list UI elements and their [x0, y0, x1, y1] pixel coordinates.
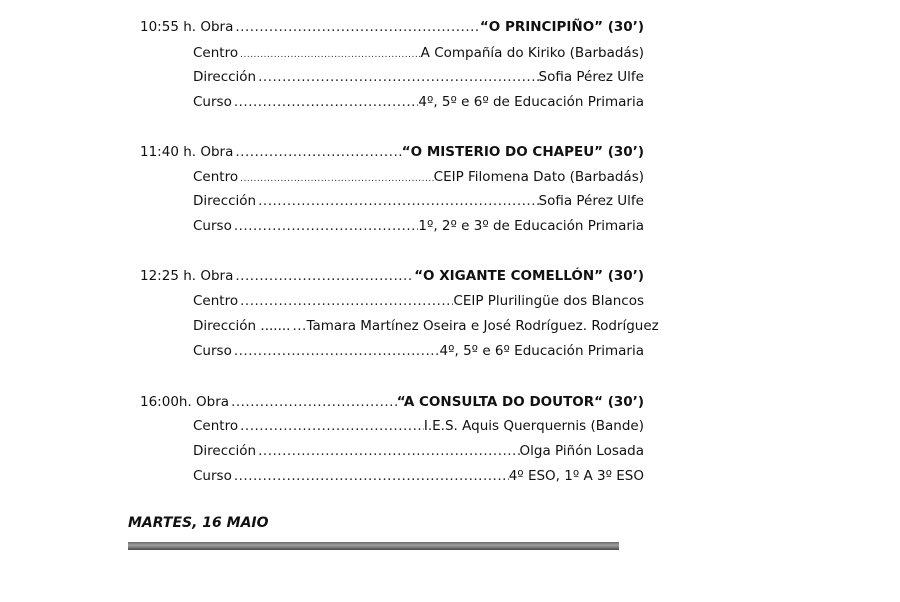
leader-dots: [238, 291, 453, 311]
centro-row: [193, 43, 644, 63]
direccion-value: Olga Piñón Losada: [519, 443, 644, 459]
direccion-value: Sofia Pérez Ulfe: [538, 193, 644, 209]
section-divider-bar: [128, 542, 619, 550]
direccion-row: [193, 316, 659, 336]
obra-row: [140, 392, 644, 412]
centro-value: I.E.S. Aquis Querquernis (Bande): [423, 418, 644, 434]
leader-dots: [233, 142, 401, 162]
centro-row: [193, 416, 644, 436]
direccion-row: [193, 441, 644, 461]
leader-spacer: [290, 316, 306, 336]
obra-title: “O XIGANTE COMELLÓN” (30’): [414, 268, 644, 284]
centro-value: A Compañía do Kiriko (Barbadás): [420, 45, 644, 61]
time-obra-label: 11:40 h. Obra: [140, 144, 234, 160]
curso-label: Curso: [193, 94, 232, 110]
leader-dots: [232, 92, 419, 112]
curso-value: 4º, 5º e 6º Educación Primaria: [439, 343, 644, 359]
leader-dots: [238, 45, 421, 65]
obra-row: [140, 17, 644, 37]
obra-row: [140, 266, 644, 286]
time-obra-label: 16:00h. Obra: [140, 394, 230, 410]
direccion-label: Dirección: [193, 69, 257, 85]
leader-dots: [233, 266, 414, 286]
direccion-label: Dirección: [193, 443, 257, 459]
centro-label: Centro: [193, 169, 239, 185]
leader-dots: [256, 441, 519, 461]
direccion-row: [193, 67, 644, 87]
direccion-label: Dirección .......: [193, 318, 291, 334]
leader-dots: [232, 341, 440, 361]
obra-row: [140, 142, 644, 162]
leader-dots: [229, 392, 397, 412]
centro-row: [193, 167, 644, 187]
time-obra-label: 12:25 h. Obra: [140, 268, 234, 284]
day-heading: MARTES, 16 MAIO: [128, 515, 269, 531]
centro-row: [193, 291, 644, 311]
curso-row: [193, 92, 644, 112]
centro-label: Centro: [193, 45, 239, 61]
obra-title: “O PRINCIPIÑO” (30’): [479, 19, 644, 35]
time-obra-label: 10:55 h. Obra: [140, 19, 234, 35]
leader-dots: [232, 216, 419, 236]
leader-dots: [238, 416, 424, 436]
centro-value: CEIP Plurilingüe dos Blancos: [453, 293, 644, 309]
cut-off-row: [140, 588, 644, 602]
obra-title: “O MISTERIO DO CHAPEU” (30’): [401, 144, 644, 160]
curso-label: Curso: [193, 343, 232, 359]
curso-value: 4º ESO, 1º A 3º ESO: [508, 468, 644, 484]
curso-value: 4º, 5º e 6º de Educación Primaria: [418, 94, 644, 110]
leader-dots: [232, 466, 509, 486]
direccion-value: Sofia Pérez Ulfe: [538, 69, 644, 85]
centro-value: CEIP Filomena Dato (Barbadás): [433, 169, 644, 185]
curso-label: Curso: [193, 218, 232, 234]
leader-dots: [238, 169, 434, 189]
direccion-label: Dirección: [193, 193, 257, 209]
leader-dots: [256, 67, 538, 87]
curso-row: [193, 466, 644, 486]
curso-row: [193, 341, 644, 361]
curso-label: Curso: [193, 468, 232, 484]
centro-label: Centro: [193, 293, 239, 309]
curso-value: 1º, 2º e 3º de Educación Primaria: [418, 218, 644, 234]
direccion-row: [193, 191, 644, 211]
curso-row: [193, 216, 644, 236]
leader-dots: [233, 17, 480, 37]
centro-label: Centro: [193, 418, 239, 434]
obra-title: “A CONSULTA DO DOUTOR“ (30’): [396, 394, 644, 410]
direccion-value: Tamara Martínez Oseira e José Rodríguez. Rodríguez: [306, 318, 659, 334]
leader-dots: [256, 191, 538, 211]
